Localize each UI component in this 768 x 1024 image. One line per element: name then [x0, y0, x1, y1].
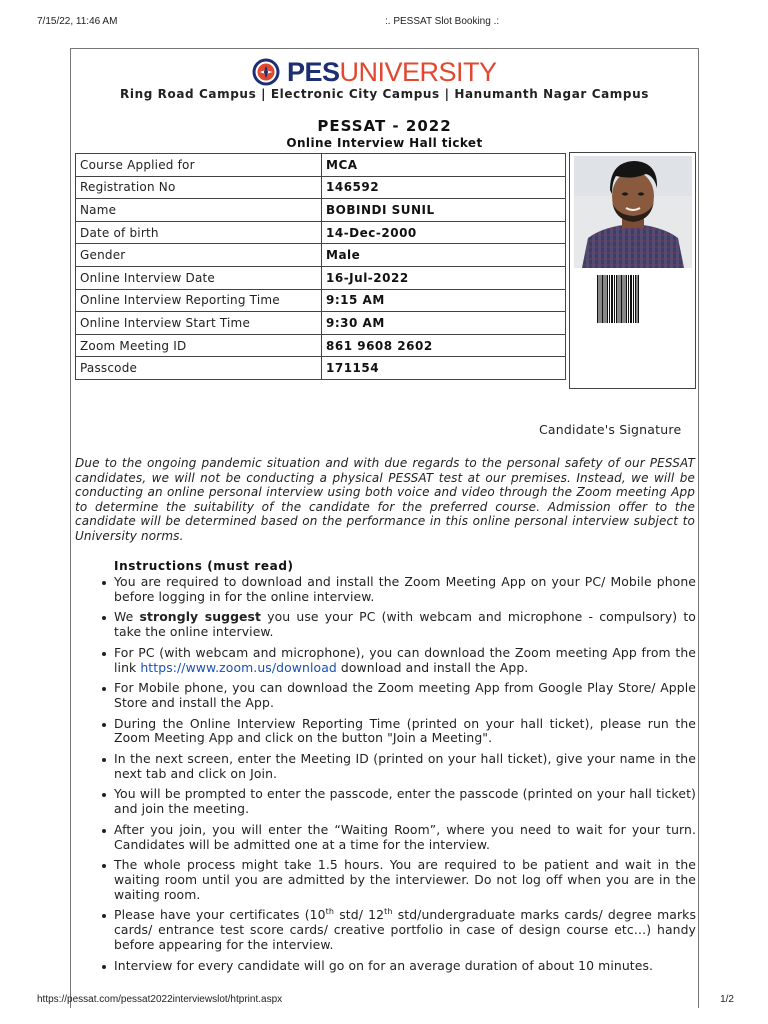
superscript: th — [325, 907, 335, 917]
pandemic-notice: Due to the ongoing pandemic situation and with due regards to the personal safety of our PESSAT candidates, we will not be conducting a physical PESSAT test at our premises. Instead, we will be conducting an online personal interview using both voice and video through the Zoom meeting App to determine the suitability of the candidate for the preferred course. Admission offer to the candidate will be determined based on the performance in this online personal interview subject to University norms. — [75, 456, 695, 543]
detail-label: Course Applied for — [76, 154, 322, 177]
superscript: th — [384, 907, 393, 917]
table-row — [76, 176, 566, 199]
detail-label: Gender — [76, 244, 322, 267]
item-text: std/undergraduate marks cards/ degree marks cards/ entrance test score cards/ creative portfolio in case of design course etc…) handy before appearing for the interview. — [114, 907, 696, 952]
detail-value: 16-Jul-2022 — [322, 266, 566, 289]
table-row — [76, 312, 566, 335]
photo-barcode-box — [569, 152, 696, 389]
candidate-details-table — [75, 153, 566, 380]
detail-value: BOBINDI SUNIL — [322, 199, 566, 222]
detail-value: MCA — [322, 154, 566, 177]
item-text: Please have your certificates (10 — [114, 907, 326, 923]
list-item: You are required to download and install the Zoom Meeting App on your PC/ Mobile phone before logging in for the online interview. — [114, 574, 696, 604]
detail-label: Online Interview Reporting Time — [76, 289, 322, 312]
table-row — [76, 154, 566, 177]
list-item — [114, 610, 696, 640]
zoom-download-link[interactable]: https://www.zoom.us/download — [140, 659, 337, 675]
detail-value: 861 9608 2602 — [322, 334, 566, 357]
print-url: https://pessat.com/pessat2022interviewslot/htprint.aspx — [37, 994, 283, 1005]
print-page-title: :. PESSAT Slot Booking .: — [385, 16, 500, 27]
logo-wordmark — [287, 55, 497, 89]
candidate-photo — [574, 156, 692, 268]
instructions-title: Instructions (must read) — [114, 559, 294, 573]
list-item: For Mobile phone, you can download the Zoom meeting App from Google Play Store/ Apple Store and install the App. — [114, 680, 696, 710]
table-row — [76, 357, 566, 380]
print-page-number: 1/2 — [720, 994, 734, 1005]
detail-value: Male — [322, 244, 566, 267]
logo-pes: PES — [287, 57, 340, 87]
table-row — [76, 266, 566, 289]
detail-label: Passcode — [76, 357, 322, 380]
item-text: std/ 12 — [334, 907, 385, 923]
pes-emblem-icon — [251, 57, 281, 87]
barcode — [597, 275, 639, 323]
item-text: We — [114, 609, 140, 625]
detail-value: 9:30 AM — [322, 312, 566, 335]
list-item: In the next screen, enter the Meeting ID (printed on your hall ticket), give your name in the next tab and click on Join. — [114, 750, 696, 781]
hall-ticket-page — [70, 48, 699, 1008]
detail-label: Registration No — [76, 176, 322, 199]
table-row — [76, 199, 566, 222]
list-item: Interview for every candidate will go on for an average duration of about 10 minutes. — [114, 959, 696, 974]
item-text: you use your PC (with webcam and microphone - compulsory) to take the online interview. — [114, 609, 696, 640]
list-item — [114, 908, 696, 952]
item-text: For PC (with webcam and microphone), you can download the Zoom meeting App from the link — [114, 644, 696, 675]
item-text: download and install the App. — [336, 659, 529, 675]
table-row — [76, 289, 566, 312]
table-row — [76, 334, 566, 357]
logo-university: UNIVERSITY — [339, 57, 497, 87]
detail-value: 9:15 AM — [322, 289, 566, 312]
detail-label: Online Interview Date — [76, 266, 322, 289]
item-emphasis: strongly suggest — [139, 609, 262, 625]
list-item: The whole process might take 1.5 hours. You are required to be patient and wait in the waiting room until you are admitted by the interviewer. Do not log off when you are in the waiting room. — [114, 857, 696, 902]
print-footer — [0, 994, 768, 1008]
detail-label: Name — [76, 199, 322, 222]
ticket-title: Online Interview Hall ticket — [286, 136, 483, 150]
detail-label: Online Interview Start Time — [76, 312, 322, 335]
detail-value: 14-Dec-2000 — [322, 221, 566, 244]
list-item: During the Online Interview Reporting Time (printed on your hall ticket), please run the Zoom Meeting App and click on the button "Join a Meeting". — [114, 715, 696, 746]
table-row — [76, 244, 566, 267]
detail-value: 146592 — [322, 176, 566, 199]
instructions-list — [71, 575, 696, 979]
candidate-signature-label: Candidate's Signature — [539, 422, 682, 437]
pes-university-logo — [251, 55, 521, 89]
list-item: You will be prompted to enter the passcode, enter the passcode (printed on your hall ticket) and join the meeting. — [114, 786, 696, 817]
detail-label: Date of birth — [76, 221, 322, 244]
print-header — [0, 16, 768, 30]
list-item: After you join, you will enter the “Waiting Room”, where you need to wait for your turn. Candidates will be admitted one at a time for the interview. — [114, 821, 696, 852]
detail-value: 171154 — [322, 357, 566, 380]
table-row — [76, 221, 566, 244]
campus-list: Ring Road Campus | Electronic City Campus | Hanumanth Nagar Campus — [120, 87, 649, 101]
list-item — [114, 646, 696, 676]
detail-label: Zoom Meeting ID — [76, 334, 322, 357]
exam-title: PESSAT - 2022 — [317, 117, 452, 135]
print-datetime: 7/15/22, 11:46 AM — [37, 16, 118, 27]
